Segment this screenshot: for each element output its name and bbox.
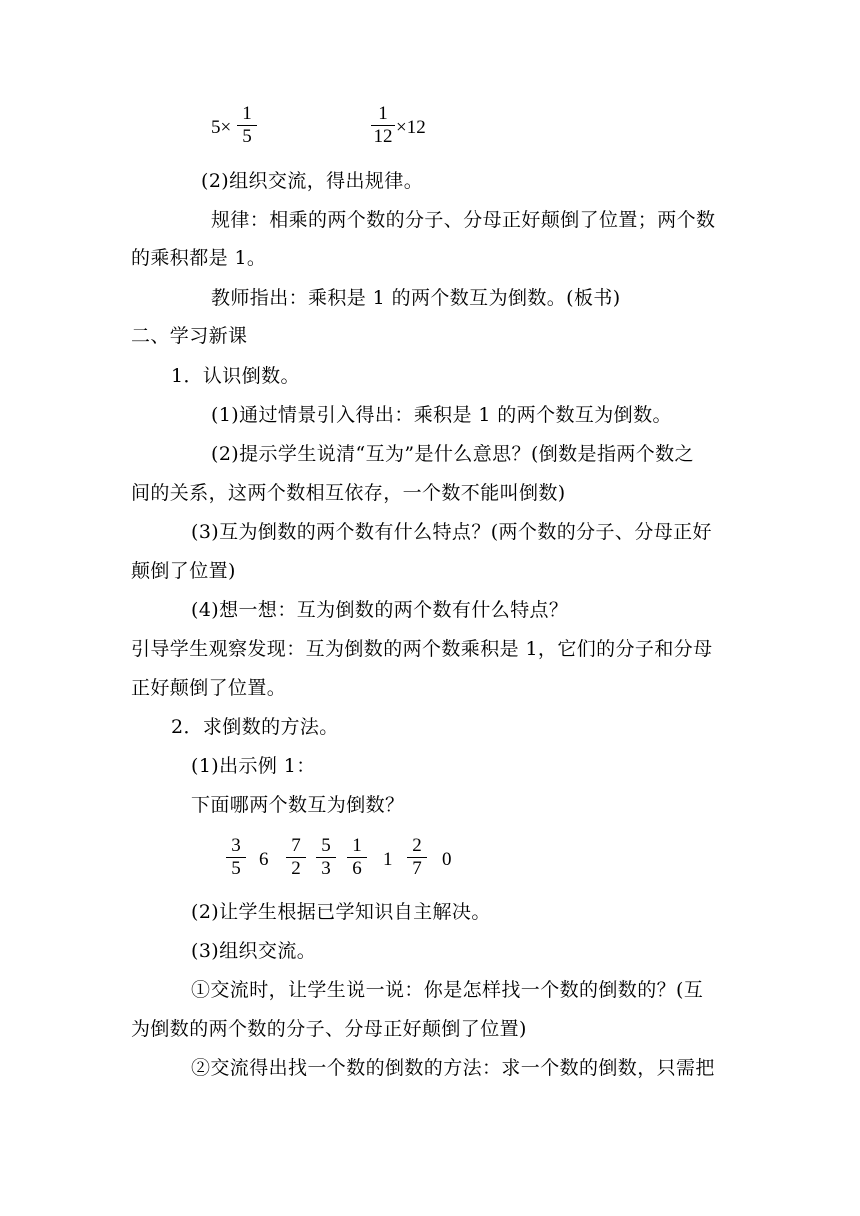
fraction-denominator: 6: [352, 858, 362, 879]
text-line: (3)组织交流。: [191, 940, 317, 962]
section-heading: 二、学习新课: [131, 325, 248, 347]
text-line: (4)想一想：互为倒数的两个数有什么特点？: [191, 599, 569, 621]
text-line: (2)提示学生说清“互为”是什么意思？(倒数是指两个数之: [211, 443, 694, 465]
fraction-one-twelfth: [370, 103, 396, 148]
fraction-denominator: 5: [242, 126, 252, 147]
text-line: 规律：相乘的两个数的分子、分母正好颠倒了位置；两个数: [211, 209, 716, 231]
fraction-numerator: 7: [291, 835, 301, 856]
fraction-numerator: 2: [412, 835, 422, 856]
text-line: 下面哪两个数互为倒数？: [191, 794, 405, 816]
fraction-numerator: 1: [242, 103, 252, 124]
text-line: (3)互为倒数的两个数有什么特点？(两个数的分子、分母正好: [191, 521, 712, 543]
text-line: 引导学生观察发现：互为倒数的两个数乘积是 1，它们的分子和分母: [131, 638, 713, 660]
text-line: 教师指出：乘积是 1 的两个数互为倒数。(板书): [211, 287, 621, 309]
text-line: ②交流得出找一个数的倒数的方法：求一个数的倒数，只需把: [191, 1057, 715, 1079]
fraction-one-fifth: [236, 103, 258, 148]
fraction-denominator: 7: [412, 858, 422, 879]
expr2-rest: ×12: [396, 117, 426, 138]
expr1-whole: 5×: [211, 117, 232, 138]
example-fraction: [346, 835, 368, 880]
fraction-denominator: 2: [291, 858, 301, 879]
text-line: (2)组织交流，得出规律。: [201, 170, 424, 192]
fraction-denominator: 3: [321, 858, 331, 879]
text-line: 颠倒了位置): [131, 560, 236, 582]
example-fraction: [406, 835, 428, 880]
example-integer: 0: [442, 849, 452, 870]
text-line: 正好颠倒了位置。: [131, 677, 287, 699]
text-line: ①交流时，让学生说一说：你是怎样找一个数的倒数的？(互: [191, 979, 704, 1001]
text-line: (2)让学生根据已学知识自主解决。: [191, 901, 491, 923]
text-line: (1)通过情景引入得出：乘积是 1 的两个数互为倒数。: [211, 404, 672, 426]
subsection-heading: 1．认识倒数。: [171, 365, 300, 387]
text-line: 的乘积都是 1。: [131, 247, 267, 269]
example-integer: 1: [383, 849, 393, 870]
fraction-numerator: 1: [352, 835, 362, 856]
text-line: 为倒数的两个数的分子、分母正好颠倒了位置): [131, 1018, 527, 1040]
fraction-denominator: 5: [231, 858, 241, 879]
example-fraction: [315, 835, 337, 880]
example-fraction: [225, 835, 247, 880]
subsection-heading: 2．求倒数的方法。: [171, 716, 339, 738]
fraction-numerator: 3: [231, 835, 241, 856]
text-line: 间的关系，这两个数相互依存，一个数不能叫倒数): [131, 482, 566, 504]
fraction-denominator: 12: [373, 126, 393, 147]
fraction-numerator: 1: [378, 103, 388, 124]
text-line: (1)出示例 1：: [191, 755, 316, 777]
example-fraction: [285, 835, 307, 880]
example-integer: 6: [259, 849, 269, 870]
fraction-numerator: 5: [321, 835, 331, 856]
